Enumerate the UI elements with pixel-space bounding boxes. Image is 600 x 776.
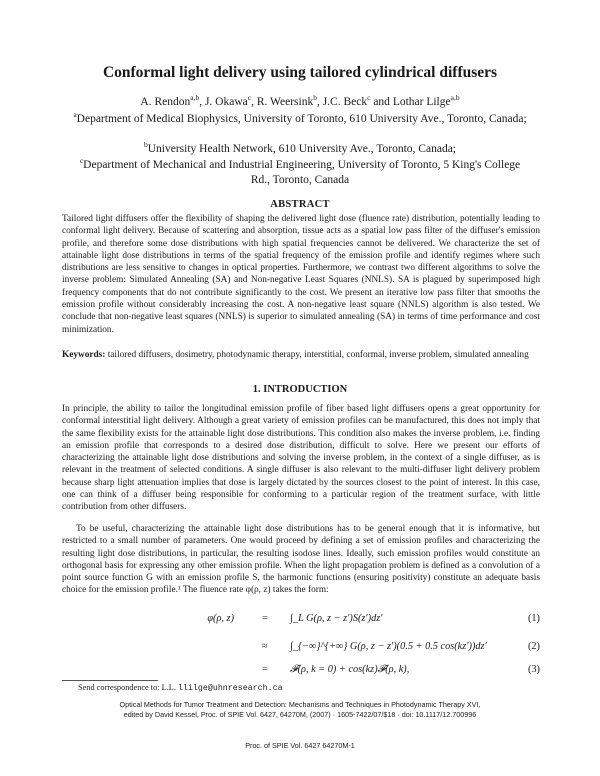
equation-number: (1) <box>527 613 540 624</box>
equation-relation: = <box>262 664 268 675</box>
equation-lhs: φ(ρ, z) <box>207 613 234 624</box>
equation-rhs: ∫_L G(ρ, z − z′)S(z′)dz′ <box>290 613 383 624</box>
intro-paragraph: To be useful, characterizing the attainable light dose distributions has to be general enough that it is informative, but restricted to a small number of parameters. One would proceed by defining a set of emission profiles and characterizing the resulting light dose distributions, in particular, the resulting isodose lines. Ideally, such emission profiles would constitute an orthogonal basis for expressing any other emission profile. When the light propagation problem is defined as a convolution of a point source function G with an emission profile S, the harmonic functions (ensuring positivity) constitute an adequate basis choice for the emission profile.¹ The fluence rate φ(ρ, z) takes the form: <box>62 524 540 596</box>
author: J.C. Beck$^c$ and <box>322 93 393 108</box>
equation-relation: = <box>262 613 268 624</box>
footnote-rule <box>62 680 158 681</box>
equation-1 <box>120 613 540 635</box>
author-list <box>0 93 600 108</box>
abstract-heading: ABSTRACT <box>270 199 330 210</box>
publication-info: Optical Methods for Tumor Treatment and Detection: Mechanisms and Techniques in Photodynamic Therapy XVI, edited by David Kessel, Proc. of SPIE Vol. 6427, 64270M, (2007) · 1605-7422/07/$18 · doi: 10.1117/12.700996 <box>119 700 481 719</box>
keywords <box>62 349 540 361</box>
page-footer: Proc. of SPIE Vol. 6427 64270M-1 <box>245 741 355 750</box>
equation-number: (3) <box>527 664 540 675</box>
correspondence-footnote: Send correspondence to: L.L. llilge@uhnresearch.ca <box>78 683 283 693</box>
equation-rhs: ∫_{−∞}^{+∞} G(ρ, z − z′)(0.5 + 0.5 cos(kz′))dz′ <box>290 641 487 652</box>
affiliation: $^b$University Health Network, 610 University Ave., Toronto, Canada; <box>143 140 456 155</box>
affiliation: $^a$Department of Medical Biophysics, University of Toronto, 610 University Ave., Toronto, Canada; <box>73 110 527 125</box>
abstract-text: Tailored light diffusers offer the flexibility of shaping the delivered light dose (fluence rate) distribution, potentially leading to conformal light delivery. Because of scattering and absorption, tissue acts as a spatial low pass filter of the diffuser's emission profile, and therefore some dose distributions with high spatial frequencies cannot be delivered. We characterize the set of attainable light dose distributions in terms of the spatial frequency of the emission profile and identify regimes where such distributions are less sensitive to changes in optical properties. Furthermore, we contrast two different algorithms to solve the inverse problem: Simulated Annealing (SA) and Non-negative Least Squares (NNLS). SA is plagued by superimposed high frequency components that do not contribute significantly to the cost. We present an iterative low pass filter that smooths the emission profile without considerably increasing the cost. A non-negative least square (NNLS) algorithm is also tested. We conclude that non-negative least squares (NNLS) is superior to simulated annealing (SA) in terms of time performance and cost minimization. <box>62 214 540 335</box>
section-heading: 1. INTRODUCTION <box>252 384 348 395</box>
keywords-text: tailored diffusers, dosimetry, photodynamic therapy, interstitial, conformal, inverse problem, simulated annealing <box>107 350 529 360</box>
intro-paragraph: In principle, the ability to tailor the longitudinal emission profile of fiber based light diffusers opens a great opportunity for conformal interstitial light delivery. Although a great variety of emission profiles can be manufactured, this does not imply that the same flexibility exists for the attainable light dose distributions. This condition also makes the inverse problem, i.e. finding an emission profile that corresponds to a desired dose distribution, difficult to solve. Here we present our efforts of characterizing the attainable light dose distributions and solving the inverse problem, in the context of a single diffuser, as is relevant in the treatment of selected conditions. A single diffuser is also relevant to the multi-diffuser light delivery problem because sharp light attenuation implies that dose is largely dictated by the sources closest to the point of interest. In this case, one can think of a diffuser being responsible for conforming to a particular region of the treatment surface, with little contribution from other diffusers. <box>62 404 540 513</box>
equation-2 <box>120 641 540 663</box>
author: R. Weersink$^b$, <box>256 93 323 108</box>
equation-number: (2) <box>527 641 540 652</box>
author: A. Rendon$^{a,b}$, <box>140 93 205 108</box>
equation-relation: ≈ <box>262 641 268 652</box>
keywords-label: Keywords: <box>62 350 106 360</box>
paper-title: Conformal light delivery using tailored cylindrical diffusers <box>102 64 498 81</box>
affiliation: $^c$Department of Mechanical and Industrial Engineering, University of Toronto, 5 King's College Rd., Toronto, Canada <box>79 156 521 186</box>
author: J. Okawa$^c$, <box>204 93 257 108</box>
email-link[interactable]: llilge@uhnresearch.ca <box>178 684 283 693</box>
equation-rhs: 𝓕(ρ, k = 0) + cos(kz)𝓕(ρ, k), <box>290 664 410 675</box>
author: Lothar Lilge$^{a,b}$ <box>392 93 460 108</box>
